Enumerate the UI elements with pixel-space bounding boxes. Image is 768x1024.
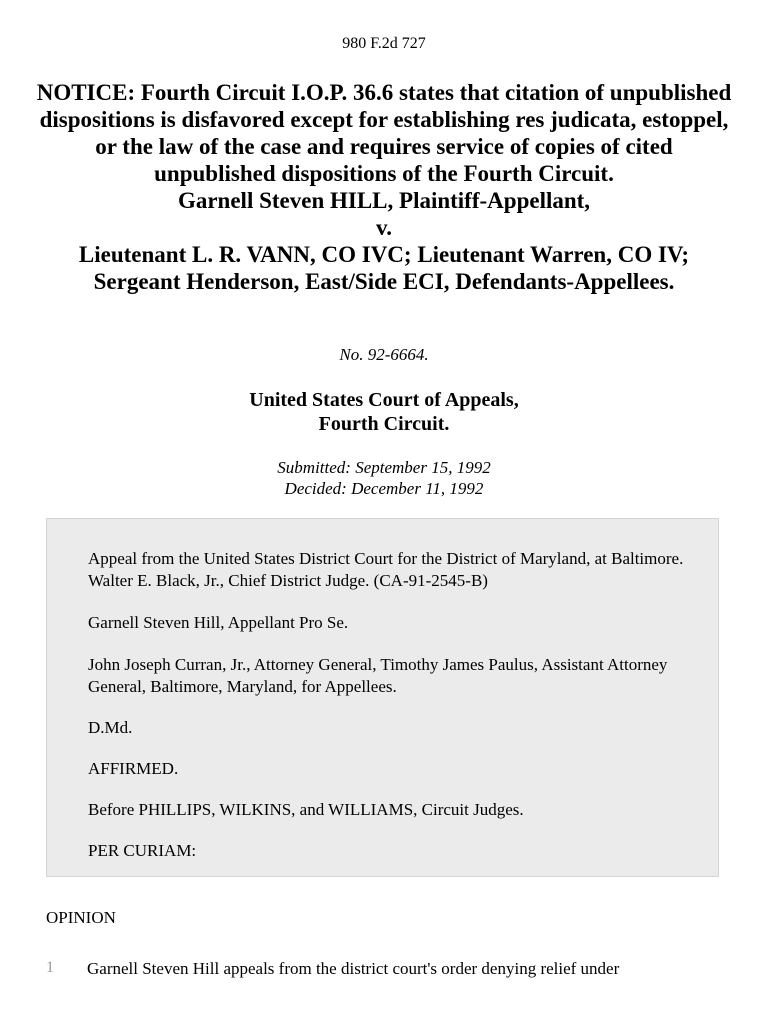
disposition-text: AFFIRMED. — [88, 759, 179, 778]
unpublished-notice: NOTICE: Fourth Circuit I.O.P. 36.6 states that citation of unpublished dispositions is disfavored except for establishing res judicata, estoppel, or the law of the case and requires service of copies of cited unpublished dispositions of the Fourth Circuit. — [36, 80, 732, 186]
plaintiff-line: Garnell Steven HILL, Plaintiff-Appellant, — [177, 188, 591, 213]
district-text: D.Md. — [88, 718, 133, 737]
reporter-citation: 980 F.2d 727 — [342, 35, 426, 52]
court-name — [0, 388, 768, 436]
defendants-line-1: Lieutenant L. R. VANN, CO IVC; Lieutenant Warren, CO IV; — [78, 242, 690, 267]
opinion-heading: OPINION — [46, 908, 116, 927]
panel-text: Before PHILLIPS, WILKINS, and WILLIAMS, Circuit Judges. — [88, 800, 524, 819]
docket-number: No. 92-6664. — [339, 345, 429, 364]
per-curiam-text: PER CURIAM: — [88, 841, 197, 860]
court-name-line-1: United States Court of Appeals, — [249, 389, 519, 411]
case-dates — [0, 457, 768, 499]
versus-line: v. — [376, 215, 392, 240]
paragraph-number: 1 — [46, 959, 54, 976]
appellee-counsel-text: John Joseph Curran, Jr., Attorney General, Timothy James Paulus, Assistant Attorney General, Baltimore, Maryland, for Appellees. — [88, 655, 668, 696]
court-name-line-2: Fourth Circuit. — [318, 413, 450, 435]
defendants-line-2: Sergeant Henderson, East/Side ECI, Defendants-Appellees. — [93, 269, 675, 294]
case-heading — [0, 79, 768, 295]
appellant-counsel-text: Garnell Steven Hill, Appellant Pro Se. — [88, 613, 349, 632]
submitted-date: Submitted: September 15, 1992 — [277, 458, 491, 477]
decided-date: Decided: December 11, 1992 — [284, 479, 484, 498]
syllabus-box — [46, 518, 719, 877]
appeal-from-text: Appeal from the United States District Court for the District of Maryland, at Baltimore. Walter E. Black, Jr., Chief District Judge. (CA-91-2545-B) — [88, 549, 684, 590]
paragraph-text: Garnell Steven Hill appeals from the district court's order denying relief under — [87, 959, 620, 978]
